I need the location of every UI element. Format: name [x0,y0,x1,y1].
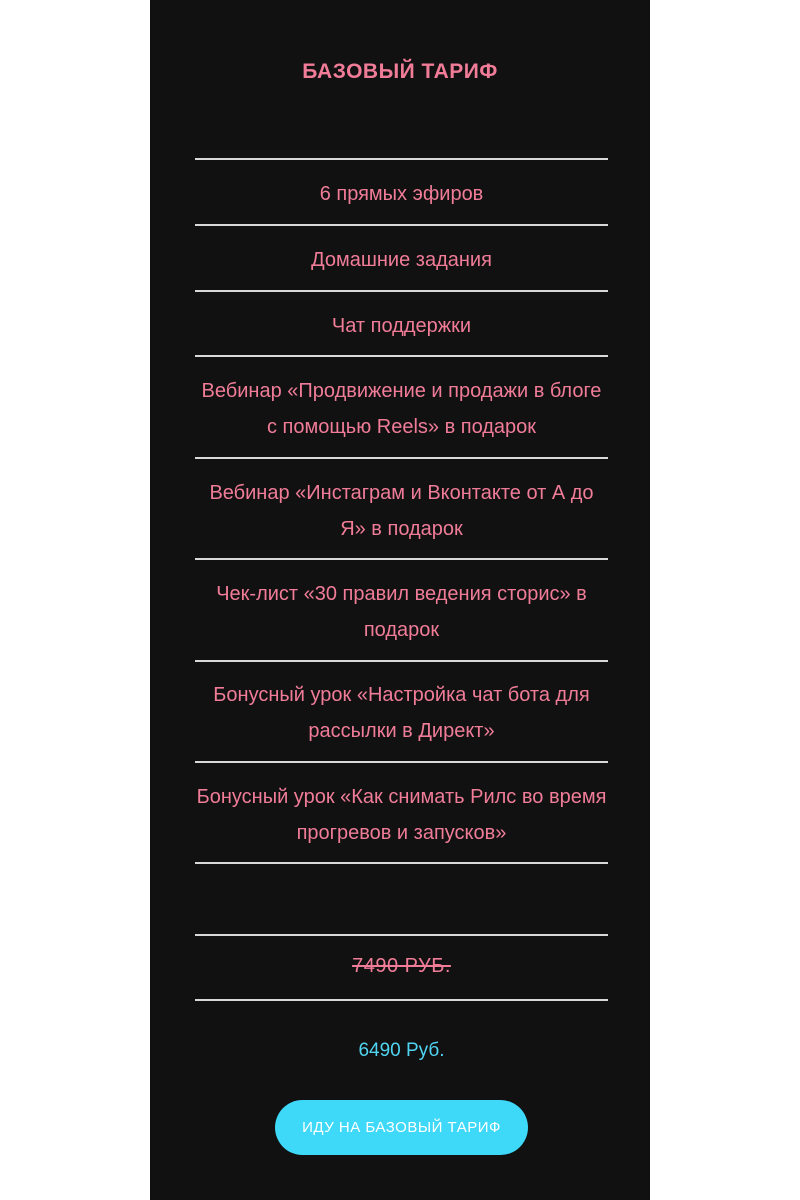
divider [195,224,608,226]
feature-item: Вебинар «Инстаграм и Вконтакте от А до Я» в подарок [209,482,594,540]
divider [195,355,608,357]
divider [195,158,608,160]
divider [195,457,608,459]
feature-item: Чек-лист «30 правил ведения сторис» в подарок [216,583,587,641]
feature-item: Домашние задания [311,249,492,271]
divider [195,761,608,763]
choose-basic-tariff-button[interactable]: ИДУ НА БАЗОВЫЙ ТАРИФ [275,1100,528,1155]
divider [195,862,608,864]
feature-item: Бонусный урок «Настройка чат бота для рассылки в Директ» [213,684,590,742]
feature-item: Вебинар «Продвижение и продажи в блоге с помощью Reels» в подарок [201,380,602,438]
feature-item: 6 прямых эфиров [319,183,484,205]
divider [195,558,608,560]
new-price: 6490 Руб. [358,1040,445,1061]
divider [195,290,608,292]
old-price: 7490 РУБ. [352,955,451,977]
feature-item: Бонусный урок «Как снимать Рилс во время прогревов и запусков» [196,786,607,844]
feature-item: Чат поддержки [331,315,472,337]
divider [195,660,608,662]
divider [195,934,608,936]
tariff-title: БАЗОВЫЙ ТАРИФ [302,60,498,83]
tariff-card [150,0,650,1200]
divider [195,999,608,1001]
